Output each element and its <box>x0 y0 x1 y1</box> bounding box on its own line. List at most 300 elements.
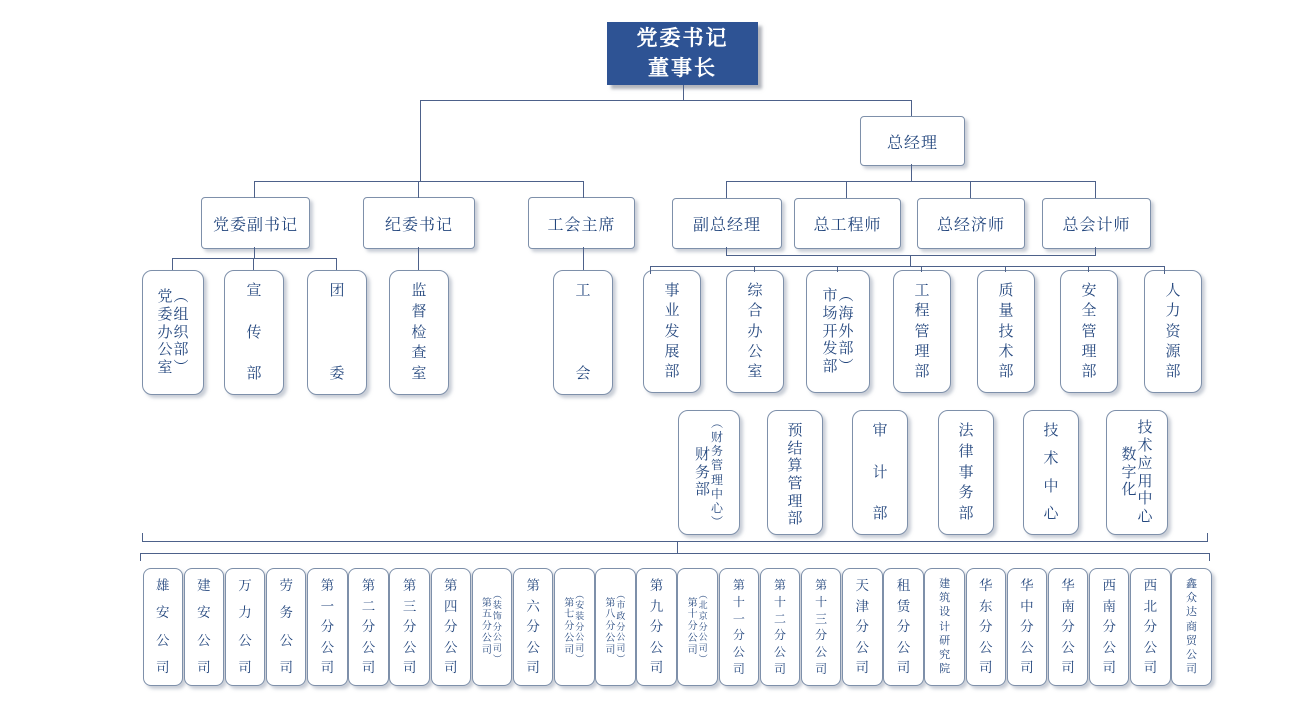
vertical-label-char: 公 <box>279 632 293 648</box>
vertical-label-char: 分 <box>361 619 376 635</box>
company-5 <box>348 568 389 686</box>
vertical-label-char: 司 <box>361 660 376 676</box>
vertical-label-char: 公 <box>732 645 745 660</box>
vertical-label-char: 商 <box>1186 620 1197 633</box>
vertical-label-char: 安 <box>575 600 585 611</box>
vertical-label-char: ︶ <box>575 653 585 664</box>
vertical-label-char: 术 <box>1043 449 1059 467</box>
vertical-label-char: 务 <box>279 605 293 621</box>
connector-line <box>1207 533 1208 541</box>
vertical-label-char: 部 <box>958 505 974 523</box>
company-16 <box>801 568 842 686</box>
right-dept-row1-6 <box>1144 270 1202 393</box>
vertical-label-char: 公 <box>773 645 786 660</box>
vertical-label-char: 结 <box>787 439 803 457</box>
vertical-label-char: ︶ <box>698 653 708 664</box>
vertical-label-char: 公 <box>698 632 708 643</box>
vertical-label-char: 部 <box>173 341 189 359</box>
vertical-label-char: ︵ <box>838 287 854 305</box>
vertical-label-char: 公 <box>481 632 492 644</box>
vertical-label-char: 务 <box>694 463 710 481</box>
vertical-label-char: 中 <box>1043 477 1059 495</box>
company-20 <box>966 568 1007 686</box>
vertical-label-char: 管 <box>914 322 930 340</box>
vertical-label-char: 部 <box>694 481 710 499</box>
connector-line <box>837 266 838 272</box>
vertical-label-char: 司 <box>698 642 708 653</box>
vertical-label-char: 委 <box>329 365 345 383</box>
vertical-label-char: 部 <box>914 363 930 381</box>
connector-line <box>142 541 1208 542</box>
company-14 <box>719 568 760 686</box>
vertical-label-char: 预 <box>787 422 803 439</box>
vertical-label-char: 审 <box>872 422 888 439</box>
vertical-label-char: 公 <box>815 645 828 660</box>
vertical-label-char: 技 <box>1043 422 1059 439</box>
vertical-label-char: 部 <box>822 358 838 376</box>
vertical-label-char: 分 <box>1061 619 1075 635</box>
vertical-label-char: 司 <box>526 660 540 676</box>
vertical-label-char: 公 <box>564 632 575 644</box>
vertical-label-char: 检 <box>411 323 427 341</box>
vertical-label-char: 部 <box>872 505 888 523</box>
right-dept-row2-0 <box>678 410 740 535</box>
vertical-label-char: 监 <box>411 282 427 299</box>
vertical-label-char: 司 <box>575 642 585 653</box>
vertical-label-char: 公 <box>616 632 626 643</box>
connector-line <box>683 85 684 100</box>
vertical-label-char: 安 <box>197 605 211 621</box>
vertical-label-char: 五 <box>481 609 492 621</box>
vertical-label-char: 理 <box>1081 342 1097 360</box>
vertical-label-char: 事 <box>664 282 680 299</box>
vertical-label-char: 公 <box>157 341 173 359</box>
right-dept-row1-4 <box>977 270 1035 393</box>
vertical-label-char: 公 <box>575 632 585 643</box>
vertical-label-char: 第 <box>687 597 698 609</box>
vertical-label-char: 化 <box>1121 481 1137 499</box>
vertical-label-char: ︶ <box>838 358 854 376</box>
left-dept-1 <box>224 270 284 395</box>
vertical-label-char: 第 <box>526 578 540 593</box>
vertical-label-char: 政 <box>616 611 626 622</box>
vertical-label-char: 院 <box>939 663 951 676</box>
vertical-label-char: 第 <box>649 578 664 593</box>
vertical-label-char: 部 <box>1165 363 1181 381</box>
vertical-label-char: 司 <box>773 661 786 676</box>
vertical-label-char: 司 <box>1143 660 1158 676</box>
vertical-label-char: 分 <box>1020 619 1034 635</box>
vertical-label-char: ︵ <box>492 589 502 600</box>
connector-line <box>970 181 971 198</box>
vertical-label-char: 工 <box>575 282 591 299</box>
vertical-label-char: 一 <box>320 598 335 614</box>
connector-line <box>140 553 1210 554</box>
vertical-label-char: 术 <box>998 342 1014 360</box>
vertical-label-char: 组 <box>173 305 189 323</box>
company-18 <box>883 568 924 686</box>
org-node-union-chairman: 工会主席 <box>528 197 635 249</box>
vertical-label-char: 会 <box>575 365 591 383</box>
vertical-label-char: 分 <box>855 619 870 635</box>
right-dept-row1-0 <box>643 270 701 393</box>
vertical-label-char: 第 <box>444 578 458 593</box>
connector-line <box>583 181 584 198</box>
vertical-label-char: 司 <box>616 642 626 653</box>
vertical-label-char: 源 <box>1165 342 1181 360</box>
vertical-label-char: 公 <box>197 632 211 648</box>
vertical-label-char: 六 <box>526 598 540 614</box>
vertical-label-char: 展 <box>664 342 680 360</box>
vertical-label-char: 工 <box>914 282 930 299</box>
vertical-label-char: 理 <box>914 342 930 360</box>
vertical-label-char: 开 <box>822 322 838 340</box>
vertical-label-char: 九 <box>649 598 664 614</box>
connector-line <box>726 181 1096 182</box>
vertical-label-char: 北 <box>698 600 708 611</box>
vertical-label-char: 分 <box>1102 619 1116 635</box>
vertical-label-char: 综 <box>747 282 763 299</box>
vertical-label-char: 究 <box>939 648 951 661</box>
vertical-label-char: 司 <box>564 644 575 656</box>
vertical-label-char: 办 <box>747 322 763 340</box>
right-dept-row1-5 <box>1060 270 1118 393</box>
vertical-label-char: 司 <box>605 644 616 656</box>
vertical-label-char: ︵ <box>616 589 626 600</box>
vertical-label-char: 设 <box>939 606 951 619</box>
vertical-label-char: 心 <box>1043 505 1059 523</box>
right-dept-row2-5 <box>1106 410 1168 535</box>
vertical-label-char: 字 <box>1121 463 1137 481</box>
vertical-label-char: 十 <box>773 594 786 609</box>
vertical-label-char: 一 <box>732 611 745 626</box>
vertical-label-char: 第 <box>815 578 828 592</box>
vertical-label-char: 发 <box>664 322 680 340</box>
company-0 <box>143 568 184 686</box>
connector-line <box>142 533 143 541</box>
connector-line <box>420 100 421 181</box>
vertical-label-char: 程 <box>914 302 930 320</box>
vertical-label-char: 安 <box>1081 282 1097 299</box>
right-dept-row1-3 <box>893 270 951 393</box>
vertical-label-char: 宣 <box>246 282 262 299</box>
vertical-label-char: 公 <box>747 342 763 360</box>
vertical-label-char: 理 <box>711 472 724 487</box>
vertical-label-char: 织 <box>173 323 189 341</box>
vertical-label-char: 公 <box>979 639 993 655</box>
vertical-label-char: 人 <box>1165 282 1181 299</box>
vertical-label-char: 室 <box>747 363 763 381</box>
connector-line <box>254 181 255 198</box>
vertical-label-char: 司 <box>156 660 170 676</box>
vertical-label-char: 力 <box>1165 302 1181 320</box>
vertical-label-char: 查 <box>411 344 427 362</box>
vertical-label-char: 算 <box>787 457 803 475</box>
vertical-label-char: 公 <box>444 639 458 655</box>
vertical-label-char: 司 <box>687 644 698 656</box>
vertical-label-char: 法 <box>958 422 974 439</box>
vertical-label-char: 部 <box>1081 363 1097 381</box>
vertical-label-char: 达 <box>1186 606 1197 619</box>
vertical-label-char: 第 <box>402 578 417 593</box>
company-10 <box>554 568 595 686</box>
vertical-label-char: 鑫 <box>1186 578 1197 590</box>
left-dept-3 <box>389 270 449 395</box>
company-23 <box>1089 568 1130 686</box>
vertical-label-char: 海 <box>838 304 854 322</box>
vertical-label-char: 第 <box>481 597 492 609</box>
connector-line <box>254 247 255 258</box>
vertical-label-char: 分 <box>687 621 698 633</box>
vertical-label-char: 分 <box>605 621 616 633</box>
company-11 <box>595 568 636 686</box>
vertical-label-char: 发 <box>822 340 838 358</box>
vertical-label-char: 第 <box>605 597 616 609</box>
vertical-label-char: 司 <box>481 644 492 656</box>
vertical-label-char: 财 <box>711 430 724 445</box>
vertical-label-char: 司 <box>238 660 252 676</box>
vertical-label-char: 术 <box>1137 437 1153 455</box>
vertical-label-char: 贸 <box>1186 634 1197 647</box>
vertical-label-char: 务 <box>711 444 724 459</box>
company-19 <box>924 568 965 686</box>
vertical-label-char: 华 <box>1061 578 1075 593</box>
vertical-label-char: 计 <box>939 620 951 633</box>
vertical-label-char: 事 <box>958 463 974 481</box>
vertical-label-char: 部 <box>787 510 803 528</box>
vertical-label-char: 饰 <box>492 611 502 622</box>
connector-line <box>1095 181 1096 198</box>
vertical-label-char: 七 <box>564 609 575 621</box>
vertical-label-char: 司 <box>815 661 828 676</box>
vertical-label-char: 南 <box>1061 598 1075 614</box>
vertical-label-char: 公 <box>156 632 170 648</box>
vertical-label-char: 公 <box>492 632 502 643</box>
vertical-label-char: 司 <box>492 642 502 653</box>
company-8 <box>472 568 513 686</box>
connector-line <box>921 266 922 272</box>
connector-line <box>420 100 912 101</box>
vertical-label-char: ︵ <box>575 589 585 600</box>
company-2 <box>225 568 266 686</box>
vertical-label-char: 司 <box>649 660 664 676</box>
connector-line <box>1209 553 1210 561</box>
vertical-label-char: 分 <box>481 621 492 633</box>
vertical-label-char: 技 <box>998 322 1014 340</box>
right-dept-row2-4 <box>1023 410 1079 535</box>
org-node-chief-economist: 总经济师 <box>917 198 1025 249</box>
vertical-label-char: 公 <box>855 639 870 655</box>
vertical-label-char: ︶ <box>616 653 626 664</box>
company-24 <box>1130 568 1171 686</box>
company-25 <box>1171 568 1212 686</box>
vertical-label-char: 公 <box>896 639 911 655</box>
vertical-label-char: 公 <box>1020 639 1034 655</box>
vertical-label-char: 分 <box>616 621 626 632</box>
vertical-label-char: 分 <box>732 628 745 643</box>
vertical-label-char: 室 <box>411 365 427 383</box>
vertical-label-char: 津 <box>855 598 870 614</box>
vertical-label-char: 技 <box>1137 419 1153 437</box>
vertical-label-char: 筑 <box>939 592 951 605</box>
vertical-label-char: 中 <box>1137 490 1153 508</box>
vertical-label-char: 量 <box>998 302 1014 320</box>
vertical-label-char: 第 <box>361 578 376 593</box>
org-node-deputy-party-secretary: 党委副书记 <box>201 197 310 249</box>
vertical-label-char: 公 <box>526 639 540 655</box>
vertical-label-char: 资 <box>1165 322 1181 340</box>
connector-line <box>754 266 755 272</box>
org-node-discipline-secretary: 纪委书记 <box>363 197 475 249</box>
connector-line <box>911 100 912 116</box>
vertical-label-char: 室 <box>157 359 173 377</box>
vertical-label-char: 十 <box>687 609 698 621</box>
vertical-label-char: 管 <box>1081 322 1097 340</box>
connector-line <box>172 258 173 270</box>
vertical-label-char: 分 <box>773 628 786 643</box>
connector-line <box>1005 266 1006 272</box>
connector-line <box>846 181 847 198</box>
vertical-label-char: 分 <box>492 621 502 632</box>
company-4 <box>307 568 348 686</box>
vertical-label-char: ︵ <box>173 288 189 306</box>
org-node-deputy-general-manager: 副总经理 <box>672 198 782 249</box>
connector-line <box>1088 266 1089 272</box>
vertical-label-char: 公 <box>402 639 417 655</box>
vertical-label-char: 分 <box>526 619 540 635</box>
vertical-label-char: 分 <box>402 619 417 635</box>
vertical-label-char: 分 <box>649 619 664 635</box>
vertical-label-char: 公 <box>1186 648 1197 661</box>
connector-line <box>726 181 727 198</box>
vertical-label-char: 十 <box>815 594 828 609</box>
right-dept-row2-2 <box>852 410 908 535</box>
vertical-label-char: 第 <box>320 578 335 593</box>
right-dept-row1-2 <box>806 270 870 393</box>
connector-line <box>253 258 254 270</box>
vertical-label-char: 公 <box>687 632 698 644</box>
vertical-label-char: ︶ <box>711 514 724 529</box>
vertical-label-char: 中 <box>711 486 724 501</box>
vertical-label-char: 司 <box>197 660 211 676</box>
vertical-label-char: 分 <box>1143 619 1158 635</box>
vertical-label-char: 建 <box>939 578 951 590</box>
connector-line <box>677 541 678 553</box>
vertical-label-char: 租 <box>896 578 911 593</box>
company-15 <box>760 568 801 686</box>
vertical-label-char: ︵ <box>698 589 708 600</box>
vertical-label-char: 司 <box>979 660 993 676</box>
vertical-label-char: 华 <box>979 578 993 593</box>
vertical-label-char: 第 <box>732 578 745 592</box>
left-dept-2 <box>307 270 367 395</box>
vertical-label-char: 应 <box>1137 454 1153 472</box>
vertical-label-char: 公 <box>605 632 616 644</box>
connector-line <box>140 553 141 561</box>
company-1 <box>184 568 225 686</box>
connector-line <box>583 247 584 270</box>
company-17 <box>842 568 883 686</box>
vertical-label-char: 场 <box>822 304 838 322</box>
vertical-label-char: 党 <box>157 288 173 306</box>
company-22 <box>1048 568 1089 686</box>
company-13 <box>677 568 718 686</box>
connector-line <box>336 258 337 270</box>
vertical-label-char: 分 <box>320 619 335 635</box>
vertical-label-char: 合 <box>747 302 763 320</box>
org-node-general-manager: 总经理 <box>860 116 965 166</box>
vertical-label-char: 分 <box>575 621 585 632</box>
vertical-label-char: ︵ <box>711 415 724 430</box>
vertical-label-char: 市 <box>616 600 626 611</box>
vertical-label-char: 南 <box>1102 598 1116 614</box>
vertical-label-char: 公 <box>238 632 252 648</box>
vertical-label-char: 律 <box>958 442 974 460</box>
vertical-label-char: 数 <box>1121 445 1137 463</box>
vertical-label-char: 全 <box>1081 302 1097 320</box>
vertical-label-char: 二 <box>773 611 786 626</box>
org-node-chief-engineer: 总工程师 <box>794 198 901 249</box>
vertical-label-char: 公 <box>1102 639 1116 655</box>
vertical-label-char: 装 <box>492 600 502 611</box>
vertical-label-char: 分 <box>444 619 458 635</box>
vertical-label-char: 心 <box>711 500 724 515</box>
org-node-chairman-line2: 董事长 <box>648 56 717 80</box>
vertical-label-char: 务 <box>958 484 974 502</box>
vertical-label-char: 委 <box>157 305 173 323</box>
vertical-label-char: 理 <box>787 492 803 510</box>
vertical-label-char: 司 <box>444 660 458 676</box>
vertical-label-char: 八 <box>605 609 616 621</box>
company-3 <box>266 568 307 686</box>
vertical-label-char: 司 <box>1061 660 1075 676</box>
vertical-label-char: 部 <box>664 363 680 381</box>
left-dept-0 <box>142 270 204 395</box>
org-node-chief-accountant: 总会计师 <box>1042 198 1151 249</box>
vertical-label-char: 中 <box>1020 598 1034 614</box>
connector-line <box>911 164 912 181</box>
vertical-label-char: ︶ <box>173 359 189 377</box>
vertical-label-char: 第 <box>564 597 575 609</box>
vertical-label-char: 二 <box>361 598 376 614</box>
vertical-label-char: 建 <box>197 578 211 593</box>
vertical-label-char: 用 <box>1137 472 1153 490</box>
vertical-label-char: 公 <box>320 639 335 655</box>
connector-line <box>1164 266 1165 274</box>
company-21 <box>1007 568 1048 686</box>
vertical-label-char: 分 <box>896 619 911 635</box>
vertical-label-char: 第 <box>773 578 786 592</box>
vertical-label-char: 赁 <box>896 598 911 614</box>
org-node-party-secretary-chairman <box>607 22 758 85</box>
vertical-label-char: 分 <box>815 628 828 643</box>
company-7 <box>431 568 472 686</box>
vertical-label-char: 十 <box>732 594 745 609</box>
vertical-label-char: 司 <box>320 660 335 676</box>
vertical-label-char: 装 <box>575 611 585 622</box>
vertical-label-char: 司 <box>402 660 417 676</box>
vertical-label-char: 团 <box>329 282 345 299</box>
company-9 <box>513 568 554 686</box>
vertical-label-char: 分 <box>979 619 993 635</box>
vertical-label-char: 公 <box>1143 639 1158 655</box>
vertical-label-char: 西 <box>1102 578 1116 593</box>
vertical-label-char: 部 <box>838 340 854 358</box>
vertical-label-char: 三 <box>815 611 828 626</box>
left-dept-4 <box>553 270 613 395</box>
vertical-label-char: 力 <box>238 605 252 621</box>
vertical-label-char: 公 <box>1061 639 1075 655</box>
